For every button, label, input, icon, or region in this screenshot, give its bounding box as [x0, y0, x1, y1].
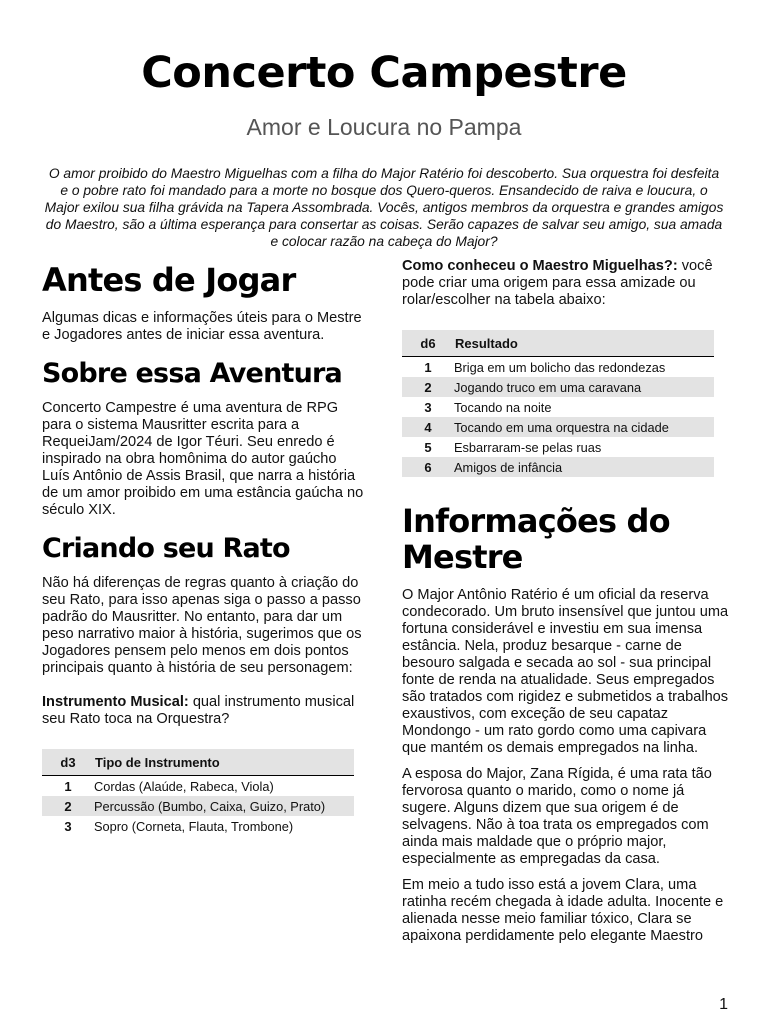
- table-row: [402, 357, 714, 378]
- heading-antes-de-jogar: Antes de Jogar: [42, 261, 296, 299]
- como-text: você pode criar uma origem para essa amizade ou rolar/escolher na tabela abaixo:: [402, 258, 713, 308]
- info-paragraph-1: O Major Antônio Ratério é um oficial da reserva condecorado. Um bruto insensível que juntou uma fortuna considerável e investiu em sua imensa estância. Nela, produz besarque - carne de besouro salgada e secada ao sol - sua principal fonte de renda na atualidade. Seus empregados são tratados com rigidez e submetidos a trabalhos exaustivos, com exceção de seu capataz Mondongo - um rato gordo como uma capivara que mantém os demais empregados na linha.: [402, 587, 729, 756]
- table-row: [402, 397, 714, 417]
- row-text: Cordas (Alaúde, Rabeca, Viola): [94, 778, 274, 794]
- page-title: Concerto Campestre: [141, 48, 627, 98]
- table-die-header: d3: [42, 749, 94, 776]
- instrument-lead: Instrumento Musical:: [42, 694, 189, 710]
- table-row: [402, 417, 714, 437]
- heading-criando-rato: Criando seu Rato: [42, 533, 290, 564]
- table-row: [402, 377, 714, 397]
- origin-table: [402, 330, 714, 477]
- right-column: [402, 258, 730, 945]
- row-text: Esbarraram-se pelas ruas: [454, 439, 602, 455]
- row-text: Percussão (Bumbo, Caixa, Guizo, Prato): [94, 796, 354, 816]
- sobre-paragraph: Concerto Campestre é uma aventura de RPG para o sistema Mausritter escrita para a RequeiJam/2024 de Igor Téuri. Seu enredo é inspirado na obra homônima do autor gaúcho Luís Antônio de Assis Brasil, que narra a história de um amor proibido em uma estância gaúcha no século XIX.: [42, 400, 364, 518]
- page-subtitle: Amor e Loucura no Pampa: [246, 114, 522, 140]
- row-number: 3: [64, 818, 72, 834]
- table-die-header: d6: [402, 330, 454, 357]
- row-number: 1: [424, 359, 432, 375]
- row-text: Briga em um bolicho das redondezas: [454, 359, 666, 375]
- table-row: [42, 776, 354, 797]
- row-number: 5: [424, 439, 432, 455]
- row-number: 3: [424, 399, 432, 415]
- table-row: [42, 796, 354, 816]
- row-number: 4: [402, 417, 454, 437]
- row-text: Amigos de infância: [454, 457, 714, 477]
- como-paragraph: [402, 258, 730, 309]
- row-number: 2: [402, 377, 454, 397]
- instrument-table: [42, 749, 354, 836]
- row-text: Tocando na noite: [454, 399, 552, 415]
- heading-info-mestre: [402, 503, 730, 575]
- row-text: Jogando truco em uma caravana: [454, 377, 714, 397]
- row-number: 2: [42, 796, 94, 816]
- left-column: [42, 258, 368, 836]
- page-number: 1: [719, 996, 728, 1013]
- heading-info-line2: Mestre: [402, 538, 523, 576]
- row-number: 6: [402, 457, 454, 477]
- table-row: [402, 437, 714, 457]
- table-row: [402, 457, 714, 477]
- instrument-paragraph: [42, 694, 368, 728]
- info-paragraph-3: Em meio a tudo isso está a jovem Clara, uma ratinha recém chegada à idade adulta. Inocente e alienada nesse meio familiar tóxico, Clara se apaixona perdidamente pelo elegante Maestro: [402, 877, 724, 944]
- como-lead: Como conheceu o Maestro Miguelhas?:: [402, 258, 678, 274]
- table-row: [42, 816, 354, 836]
- heading-sobre-aventura: Sobre essa Aventura: [42, 358, 342, 389]
- table-column-header: Tipo de Instrumento: [94, 749, 354, 776]
- antes-paragraph: Algumas dicas e informações úteis para o Mestre e Jogadores antes de iniciar essa aventura.: [42, 310, 362, 343]
- row-text: Tocando em uma orquestra na cidade: [454, 417, 714, 437]
- intro-paragraph: O amor proibido do Maestro Miguelhas com a filha do Major Ratério foi descoberto. Sua orquestra foi desfeita e o pobre rato foi mandado para a morte no bosque dos Quero-queros. Ensandecido de raiva e loucura, o Major exilou sua filha grávida na Tapera Assombrada. Vocês, antigos membros da orquestra e grandes amigos do Maestro, são a última esperança para consertar as coisas. Serão capazes de salvar seu amigo, sua amada e colocar razão na cabeça do Major?: [44, 166, 724, 249]
- table-column-header: Resultado: [454, 330, 714, 357]
- row-text: Sopro (Corneta, Flauta, Trombone): [94, 818, 294, 834]
- heading-info-line1: Informações do: [402, 502, 670, 540]
- info-paragraph-2: A esposa do Major, Zana Rígida, é uma rata tão fervorosa quanto o marido, como o nome já sugere. Alguns dizem que sua origem é de selvagens. Não à toa trata os empregados com ainda mais maldade que o próprio major, especialmente as empregadas da casa.: [402, 766, 712, 867]
- criando-paragraph: Não há diferenças de regras quanto à criação do seu Rato, para isso apenas siga o passo a passo padrão do Mausritter. No entanto, para dar um peso narrativo maior à história, sugerimos que os Jogadores pensem pelo menos em dois pontos principais quanto à história de seu personagem:: [42, 575, 362, 676]
- row-number: 1: [64, 778, 72, 794]
- instrument-text: qual instrumento musical seu Rato toca na Orquestra?: [42, 694, 355, 727]
